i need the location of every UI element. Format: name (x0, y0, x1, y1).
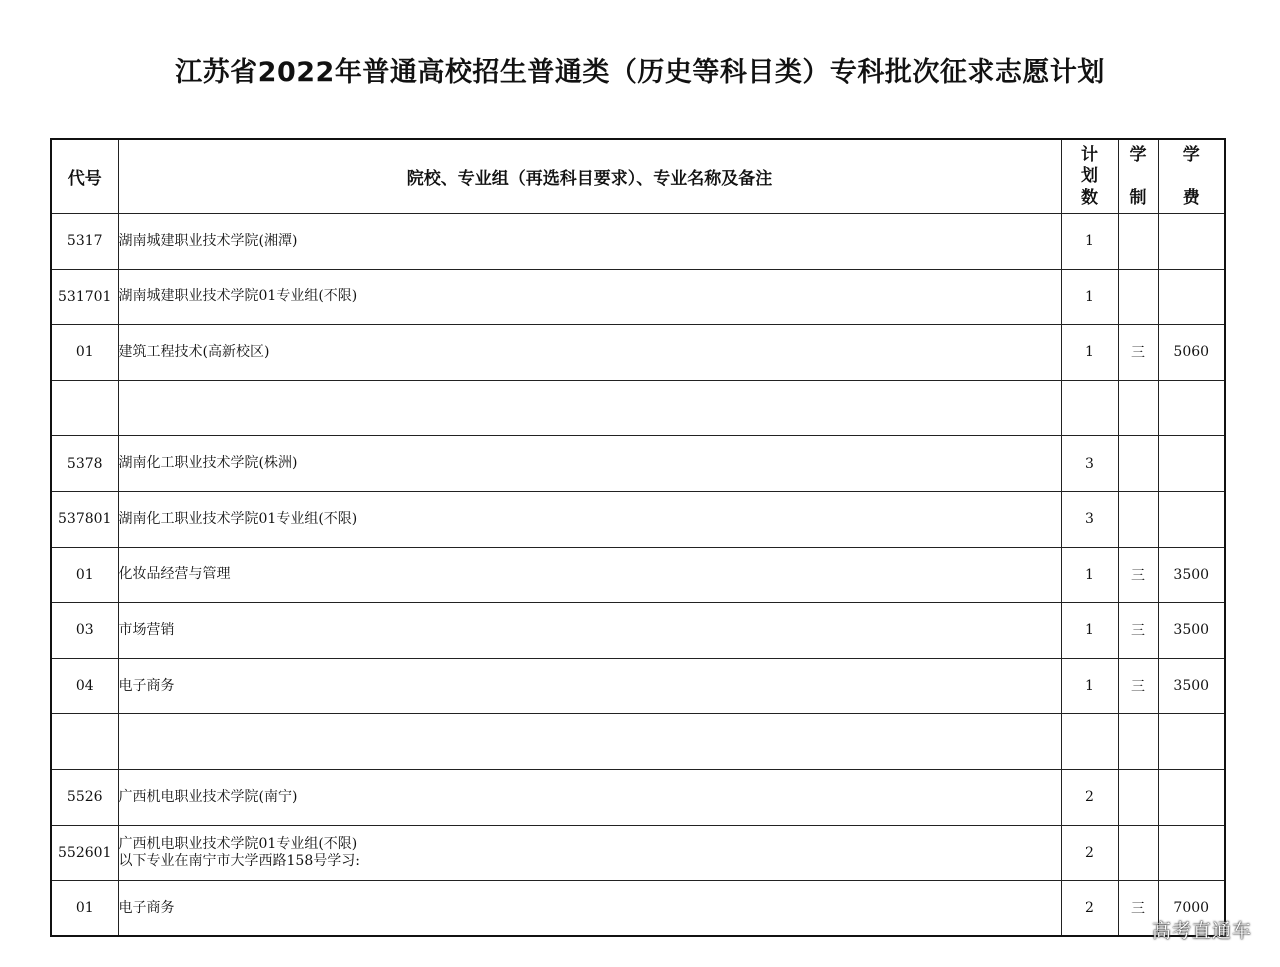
row-plan (1061, 380, 1118, 436)
row-code: 531701 (51, 269, 118, 325)
row-duration (1118, 269, 1158, 325)
row-duration (1118, 825, 1158, 881)
row-fee: 3500 (1158, 658, 1225, 714)
row-plan: 2 (1061, 825, 1118, 881)
table-row (51, 380, 1225, 436)
table-row (51, 658, 1225, 714)
table-row (51, 269, 1225, 325)
watermark-text: 高考直通车 (1151, 920, 1252, 942)
row-name: 化妆品经营与管理 (118, 547, 1061, 603)
header-plan-char: 数 (1081, 187, 1098, 208)
row-fee (1158, 214, 1225, 270)
row-name: 湖南化工职业技术学院01专业组(不限) (118, 491, 1061, 547)
row-name-with-note (118, 825, 1061, 881)
row-plan: 1 (1061, 269, 1118, 325)
row-code: 01 (51, 325, 118, 381)
row-fee (1158, 380, 1225, 436)
row-code: 5317 (51, 214, 118, 270)
row-code: 04 (51, 658, 118, 714)
row-plan: 1 (1061, 325, 1118, 381)
row-duration (1118, 714, 1158, 770)
table-row (51, 881, 1225, 937)
row-code (51, 380, 118, 436)
row-name: 广西机电职业技术学院(南宁) (118, 769, 1061, 825)
row-name (118, 714, 1061, 770)
row-plan (1061, 714, 1118, 770)
row-code: 537801 (51, 491, 118, 547)
row-fee (1158, 825, 1225, 881)
table-row (51, 491, 1225, 547)
row-duration (1118, 436, 1158, 492)
header-fee-char: 学 (1182, 144, 1200, 165)
row-plan: 2 (1061, 769, 1118, 825)
row-fee (1158, 436, 1225, 492)
row-duration (1118, 214, 1158, 270)
header-duration (1118, 139, 1158, 214)
row-fee: 5060 (1158, 325, 1225, 381)
row-plan: 1 (1061, 547, 1118, 603)
enrollment-plan-table (50, 138, 1226, 937)
row-name: 广西机电职业技术学院01专业组(不限) (118, 835, 358, 852)
row-name: 湖南城建职业技术学院(湘潭) (118, 214, 1061, 270)
header-plan-char: 计 (1081, 144, 1098, 165)
header-duration-char: 学 (1129, 144, 1147, 165)
header-fee-char: 费 (1182, 187, 1200, 208)
row-fee (1158, 769, 1225, 825)
table-header-row (51, 139, 1225, 214)
table-row (51, 325, 1225, 381)
row-duration (1118, 769, 1158, 825)
table-row (51, 825, 1225, 881)
row-name: 建筑工程技术(高新校区) (118, 325, 1061, 381)
row-fee (1158, 714, 1225, 770)
row-plan: 1 (1061, 658, 1118, 714)
table-row (51, 214, 1225, 270)
row-duration (1118, 380, 1158, 436)
table-row (51, 547, 1225, 603)
row-plan: 3 (1061, 436, 1118, 492)
row-duration: 三 (1118, 547, 1158, 603)
row-code (51, 714, 118, 770)
row-code: 03 (51, 603, 118, 659)
header-duration-char: 制 (1129, 187, 1147, 208)
row-name: 市场营销 (118, 603, 1061, 659)
row-fee: 7000 (1158, 881, 1225, 937)
table-row (51, 603, 1225, 659)
row-plan: 1 (1061, 603, 1118, 659)
row-note: 以下专业在南宁市大学西路158号学习: (118, 852, 360, 869)
row-duration (1118, 491, 1158, 547)
row-duration: 三 (1118, 603, 1158, 659)
row-plan: 1 (1061, 214, 1118, 270)
table-row (51, 769, 1225, 825)
table-row (51, 436, 1225, 492)
row-fee: 3500 (1158, 603, 1225, 659)
document-title: 江苏省2022年普通高校招生普通类（历史等科目类）专科批次征求志愿计划 (175, 57, 1105, 88)
row-code: 01 (51, 547, 118, 603)
header-code: 代号 (51, 139, 118, 214)
row-code: 552601 (51, 825, 118, 881)
row-fee (1158, 269, 1225, 325)
row-plan: 3 (1061, 491, 1118, 547)
row-duration: 三 (1118, 658, 1158, 714)
header-plan (1061, 139, 1118, 214)
header-plan-char: 划 (1081, 166, 1098, 186)
row-name: 电子商务 (118, 881, 1061, 937)
row-duration: 三 (1118, 881, 1158, 937)
row-plan: 2 (1061, 881, 1118, 937)
row-fee (1158, 491, 1225, 547)
row-name (118, 380, 1061, 436)
row-code: 5526 (51, 769, 118, 825)
row-name: 湖南城建职业技术学院01专业组(不限) (118, 269, 1061, 325)
row-duration: 三 (1118, 325, 1158, 381)
row-code: 5378 (51, 436, 118, 492)
row-fee: 3500 (1158, 547, 1225, 603)
header-name: 院校、专业组（再选科目要求）、专业名称及备注 (118, 139, 1061, 214)
row-name: 湖南化工职业技术学院(株洲) (118, 436, 1061, 492)
table-row (51, 714, 1225, 770)
row-code: 01 (51, 881, 118, 937)
table-body (51, 214, 1225, 937)
row-name: 电子商务 (118, 658, 1061, 714)
header-fee (1158, 139, 1225, 214)
